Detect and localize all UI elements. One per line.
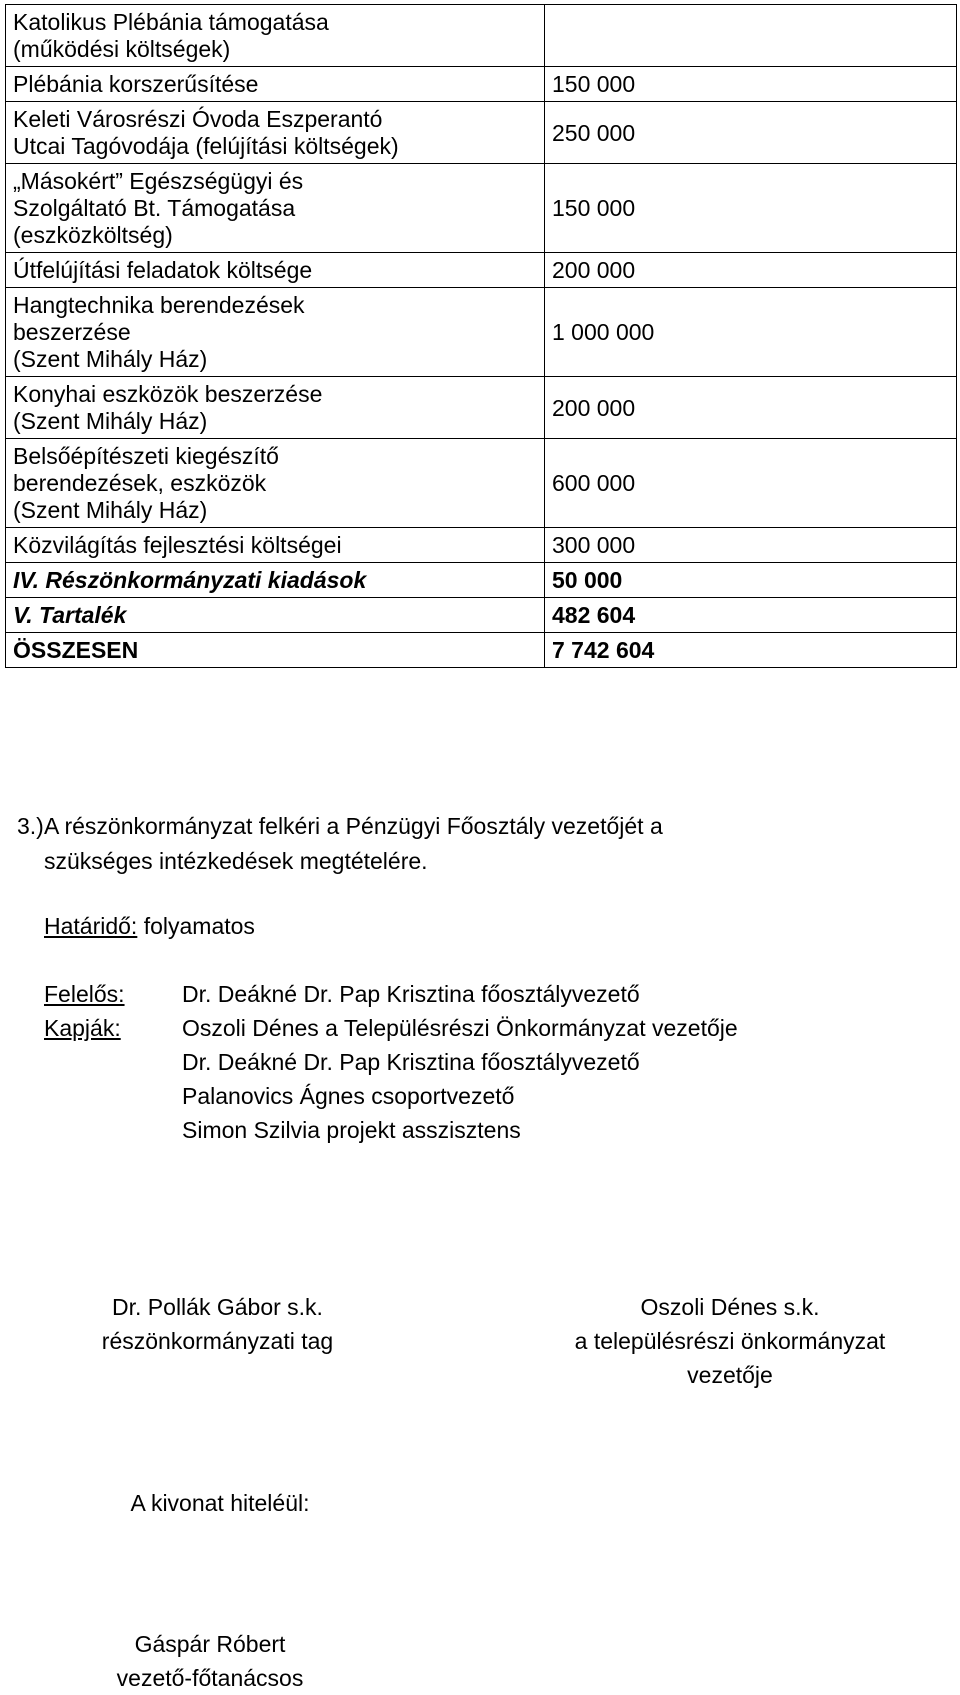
resolution-text-line2: szükséges intézkedések megtételére. — [44, 848, 428, 874]
table-row — [6, 5, 957, 67]
table-row — [6, 67, 957, 102]
signature-left-role: részönkormányzati tag — [101, 1328, 334, 1354]
row-value: 50 000 — [545, 563, 957, 598]
responsible-label: Felelős: — [44, 981, 125, 1007]
row-value: 250 000 — [545, 102, 957, 164]
budget-table — [5, 4, 957, 668]
row-value: 1 000 000 — [545, 288, 957, 377]
responsible-value: Dr. Deákné Dr. Pap Krisztina főosztályvezető — [182, 981, 640, 1007]
signature-right — [520, 1290, 940, 1392]
table-row — [6, 563, 957, 598]
resolution-text-line1: A részönkormányzat felkéri a Pénzügyi Főosztály vezetőjét a — [44, 813, 663, 839]
deadline — [44, 913, 255, 940]
signature-left — [40, 1290, 395, 1358]
row-value: 200 000 — [545, 377, 957, 439]
recipient-item: Oszoli Dénes a Településrészi Önkormányzat vezetője — [182, 1015, 738, 1041]
table-row — [6, 253, 957, 288]
signature-bottom-role: vezető-főtanácsos — [116, 1665, 304, 1691]
deadline-value: folyamatos — [143, 913, 255, 939]
row-value: 150 000 — [545, 67, 957, 102]
row-label: IV. Részönkormányzati kiadások — [6, 563, 545, 598]
signature-right-role-line1: a településrészi önkormányzat — [574, 1328, 886, 1354]
row-label: Katolikus Plébánia támogatása (működési költségek) — [6, 5, 545, 67]
recipients-label: Kapják: — [44, 1015, 121, 1041]
recipient-item: Palanovics Ágnes csoportvezető — [182, 1083, 515, 1109]
signature-right-role-line2: vezetője — [687, 1362, 773, 1388]
signature-left-name: Dr. Pollák Gábor s.k. — [112, 1294, 323, 1320]
row-value: 482 604 — [545, 598, 957, 633]
row-label: „Másokért” Egészségügyi és Szolgáltató Bt. Támogatása (eszközköltség) — [6, 164, 545, 253]
table-row — [6, 288, 957, 377]
row-label: Közvilágítás fejlesztési költségei — [6, 528, 545, 563]
signature-right-name: Oszoli Dénes s.k. — [640, 1294, 820, 1320]
resolution-number: 3.) — [17, 813, 44, 839]
table-row — [6, 439, 957, 528]
row-value — [545, 5, 957, 67]
table-row — [6, 102, 957, 164]
table-row — [6, 598, 957, 633]
row-label: Plébánia korszerűsítése — [6, 67, 545, 102]
row-label: Keleti Városrészi Óvoda Eszperantó Utcai Tagóvodája (felújítási költségek) — [6, 102, 545, 164]
table-row — [6, 633, 957, 668]
recipient-item: Simon Szilvia projekt asszisztens — [182, 1117, 521, 1143]
table-row — [6, 377, 957, 439]
row-label: Hangtechnika berendezések beszerzése (Szent Mihály Ház) — [6, 288, 545, 377]
recipient-item: Dr. Deákné Dr. Pap Krisztina főosztályvezető — [182, 1049, 640, 1075]
row-value: 200 000 — [545, 253, 957, 288]
row-value: 600 000 — [545, 439, 957, 528]
row-label: Útfelújítási feladatok költsége — [6, 253, 545, 288]
table-row — [6, 164, 957, 253]
signature-bottom-name: Gáspár Róbert — [134, 1631, 286, 1657]
deadline-label: Határidő: — [44, 913, 138, 939]
row-value: 300 000 — [545, 528, 957, 563]
table-row — [6, 528, 957, 563]
row-label: Konyhai eszközök beszerzése (Szent Mihály Ház) — [6, 377, 545, 439]
row-value: 150 000 — [545, 164, 957, 253]
attestation-label: A kivonat hiteléül: — [130, 1490, 310, 1516]
row-label: Belsőépítészeti kiegészítő berendezések, eszközök (Szent Mihály Ház) — [6, 439, 545, 528]
row-label: V. Tartalék — [6, 598, 545, 633]
row-label: ÖSSZESEN — [6, 633, 545, 668]
row-value: 7 742 604 — [545, 633, 957, 668]
